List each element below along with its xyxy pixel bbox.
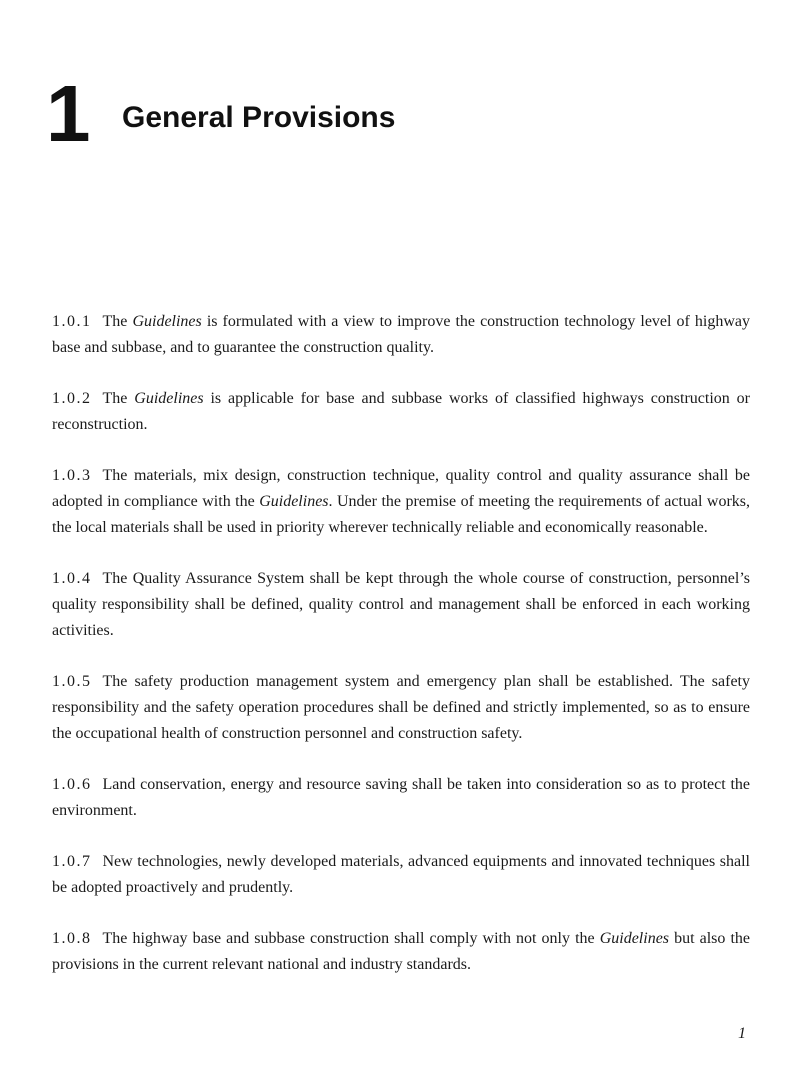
clause-list xyxy=(52,309,750,1003)
clause-1-0-4 xyxy=(52,566,750,644)
page-number: 1 xyxy=(738,1025,746,1042)
clause-number: 1.0.4 xyxy=(52,570,92,587)
clause-1-0-8 xyxy=(52,926,750,978)
chapter-title: General Provisions xyxy=(122,101,396,134)
clause-number: 1.0.2 xyxy=(52,390,92,407)
clause-text: Land conservation, energy and resource saving shall be taken into consideration so as to protect the environment. xyxy=(52,776,750,819)
clause-text: The xyxy=(102,313,133,330)
clause-number: 1.0.1 xyxy=(52,313,92,330)
chapter-number: 1 xyxy=(46,69,89,158)
clause-text-italic: Guidelines xyxy=(259,493,329,510)
clause-1-0-7 xyxy=(52,849,750,901)
clause-number: 1.0.5 xyxy=(52,673,92,690)
clause-1-0-5 xyxy=(52,669,750,747)
clause-number: 1.0.6 xyxy=(52,776,92,793)
clause-text: The highway base and subbase construction shall comply with not only the xyxy=(102,930,600,947)
clause-text: is applicable for base and subbase works of classified highways construction or reconstruction. xyxy=(52,390,751,433)
clause-text: . Under the premise of meeting the requirements of actual works, the local materials shall be used in priority wherever technically reliable and economically reasonable. xyxy=(52,493,751,536)
clause-1-0-6 xyxy=(52,772,750,824)
clause-number: 1.0.7 xyxy=(52,853,92,870)
clause-text: The Quality Assurance System shall be kept through the whole course of construction, personnel’s quality responsibility shall be defined, quality control and management shall be enforced in each working activities. xyxy=(52,570,750,639)
clause-number: 1.0.3 xyxy=(52,467,92,484)
clause-text: The safety production management system and emergency plan shall be established. The safety responsibility and the safety operation procedures shall be defined and strictly implemented, so as to ensure the occupational health of construction personnel and construction safety. xyxy=(52,673,750,742)
clause-number: 1.0.8 xyxy=(52,930,92,947)
clause-text: The xyxy=(102,390,135,407)
clause-text: New technologies, newly developed materials, advanced equipments and innovated techniques shall be adopted proactively and prudently. xyxy=(52,853,750,896)
clause-text: but also the provisions in the current relevant national and industry standards. xyxy=(52,930,751,973)
clause-1-0-1 xyxy=(52,309,750,361)
clause-text: The materials, mix design, construction technique, quality control and quality assurance shall be adopted in compliance with the xyxy=(52,467,750,510)
clause-1-0-3 xyxy=(52,463,750,541)
clause-text-italic: Guidelines xyxy=(132,313,202,330)
clause-text-italic: Guidelines xyxy=(599,930,670,947)
clause-text-italic: Guidelines xyxy=(134,390,204,407)
clause-1-0-2 xyxy=(52,386,750,438)
clause-text: is formulated with a view to improve the construction technology level of highway base and subbase, and to guarantee the construction quality. xyxy=(52,313,751,356)
